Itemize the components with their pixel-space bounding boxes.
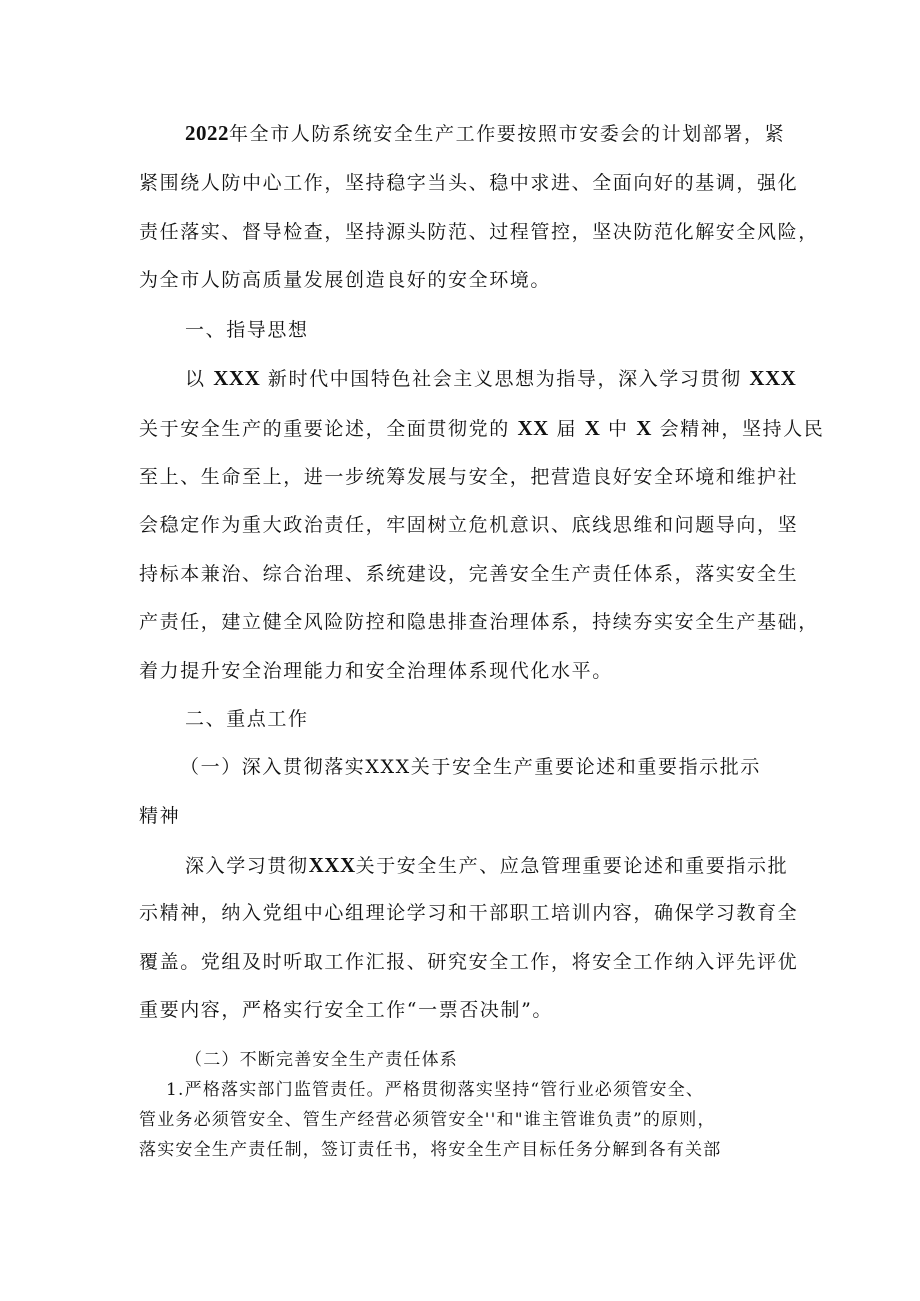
subsection-2-line-1: 1.严格落实部门监管责任。严格贯彻落实坚持“管行业必须管安全、 xyxy=(166,1080,705,1100)
subsection-2-line-3: 落实安全生产责任制，签订责任书，将安全生产目标任务分解到各有关部 xyxy=(139,1140,722,1160)
section1-line-3: 至上、生命至上，进一步统筹发展与安全，把营造良好安全环境和维护社 xyxy=(139,466,799,488)
section-heading-key-work: 二、重点工作 xyxy=(185,708,309,730)
section1-line-6: 产责任，建立健全风险防控和隐患排查治理体系，持续夯实安全生产基础， xyxy=(139,611,819,633)
intro-line-4: 为全市人防高质量发展创造良好的安全环境。 xyxy=(139,269,552,291)
section-heading-guiding: 一、指导思想 xyxy=(185,319,309,341)
subsection-1-heading-line-1: （一）深入贯彻落实XXX关于安全生产重要论述和重要指示批示 xyxy=(180,756,761,778)
intro-line-1: 2022年全市人防系统安全生产工作要按照市安委会的计划部署，紧 xyxy=(185,121,786,145)
subsection-2-line-2: 管业务必须管安全、管生产经营必须管安全''和"谁主管谁负责”的原则， xyxy=(139,1110,716,1130)
subsection-1-line-4: 重要内容，严格实行安全工作“一票否决制”。 xyxy=(139,999,554,1021)
section1-line-5: 持标本兼治、综合治理、系统建设，完善安全生产责任体系，落实安全生 xyxy=(139,563,799,585)
subsection-1-heading-line-2: 精神 xyxy=(139,805,181,827)
year-text: 2022 xyxy=(185,121,229,145)
subsection-2-heading: （二）不断完善安全生产责任体系 xyxy=(185,1050,458,1070)
section1-line-4: 会稳定作为重大政治责任，牢固树立危机意识、底线思维和问题导向，坚 xyxy=(139,514,799,536)
subsection-1-line-2: 示精神，纳入党组中心组理论学习和干部职工培训内容，确保学习教育全 xyxy=(139,902,799,924)
subsection-1-line-3: 覆盖。党组及时听取工作汇报、研究安全工作，将安全工作纳入评先评优 xyxy=(139,951,799,973)
section1-line-1: 以 XXX 新时代中国特色社会主义思想为指导，深入学习贯彻 XXX xyxy=(185,366,797,390)
subsection-1-line-1: 深入学习贯彻XXX关于安全生产、应急管理重要论述和重要指示批 xyxy=(185,853,789,877)
intro-line-3: 责任落实、督导检查，坚持源头防范、过程管控，坚决防范化解安全风险， xyxy=(139,221,819,243)
intro-line-2: 紧围绕人防中心工作，坚持稳字当头、稳中求进、全面向好的基调，强化 xyxy=(139,172,799,194)
section1-line-2: 关于安全生产的重要论述，全面贯彻党的 XX 届 X 中 X 会精神，坚持人民 xyxy=(139,416,825,440)
section1-line-7: 着力提升安全治理能力和安全治理体系现代化水平。 xyxy=(139,660,613,682)
